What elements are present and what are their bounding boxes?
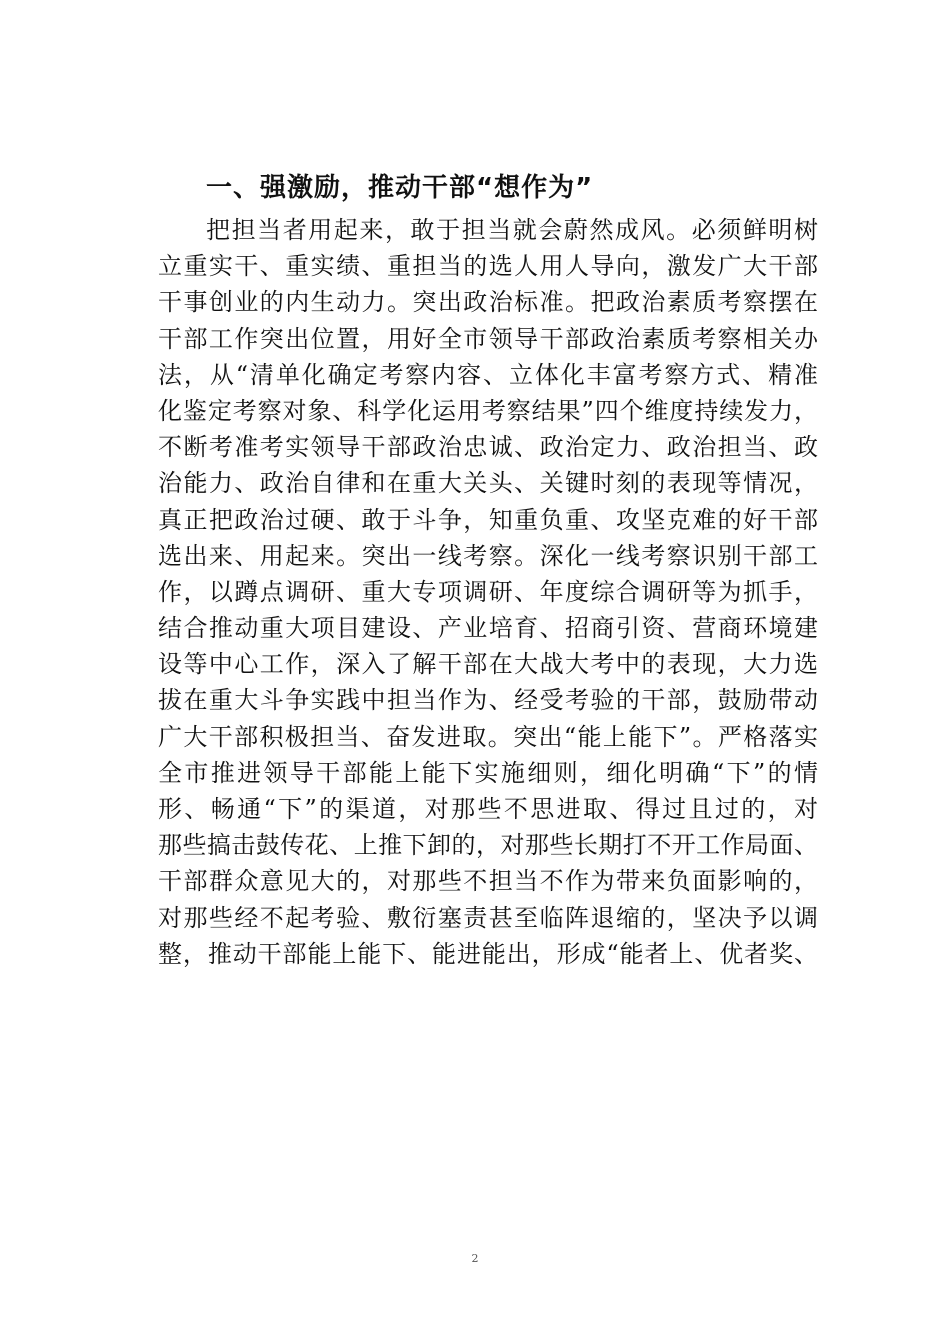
paragraph-line: 形、畅通“下”的渠道，对那些不思进取、得过且过的，对	[158, 795, 818, 823]
paragraph-line: 干部工作突出位置，用好全市领导干部政治素质考察相关办	[158, 324, 818, 353]
paragraph-line: 干事创业的内生动力。突出政治标准。把政治素质考察摆在	[158, 288, 818, 317]
body-paragraph	[158, 212, 818, 972]
page-number: 2	[471, 1252, 479, 1265]
paragraph-line: 整，推动干部能上能下、能进能出，形成“能者上、优者奖、	[158, 939, 818, 968]
paragraph-line: 治能力、政治自律和在重大关头、关键时刻的表现等情况，	[158, 469, 818, 498]
paragraph-line: 广大干部积极担当、奋发进取。突出“能上能下”。严格落实	[158, 722, 818, 751]
paragraph-line: 那些搞击鼓传花、上推下卸的，对那些长期打不开工作局面、	[158, 831, 818, 860]
paragraph-line: 拔在重大斗争实践中担当作为、经受考验的干部，鼓励带动	[158, 686, 818, 715]
paragraph-line: 选出来、用起来。突出一线考察。深化一线考察识别干部工	[158, 541, 818, 570]
paragraph-line: 立重实干、重实绩、重担当的选人用人导向，激发广大干部	[158, 252, 818, 281]
paragraph-line: 对那些经不起考验、敷衍塞责甚至临阵退缩的，坚决予以调	[158, 903, 818, 932]
paragraph-line: 化鉴定考察对象、科学化运用考察结果”四个维度持续发力，	[158, 396, 818, 425]
paragraph-line: 设等中心工作，深入了解干部在大战大考中的表现，大力选	[158, 650, 818, 679]
paragraph-line: 真正把政治过硬、敢于斗争，知重负重、攻坚克难的好干部	[158, 505, 818, 534]
paragraph-line: 把担当者用起来，敢于担当就会蔚然成风。必须鲜明树	[206, 216, 818, 244]
paragraph-line: 不断考准考实领导干部政治忠诚、政治定力、政治担当、政	[158, 433, 818, 462]
section-heading: 一、强激励，推动干部“想作为”	[206, 173, 594, 203]
paragraph-line: 作，以蹲点调研、重大专项调研、年度综合调研等为抓手，	[158, 577, 818, 606]
paragraph-line: 干部群众意见大的，对那些不担当不作为带来负面影响的，	[158, 867, 818, 896]
paragraph-line: 全市推进领导干部能上能下实施细则，细化明确“下”的情	[158, 758, 818, 787]
paragraph-line: 法，从“清单化确定考察内容、立体化丰富考察方式、精准	[158, 360, 818, 389]
paragraph-line: 结合推动重大项目建设、产业培育、招商引资、营商环境建	[158, 614, 818, 643]
